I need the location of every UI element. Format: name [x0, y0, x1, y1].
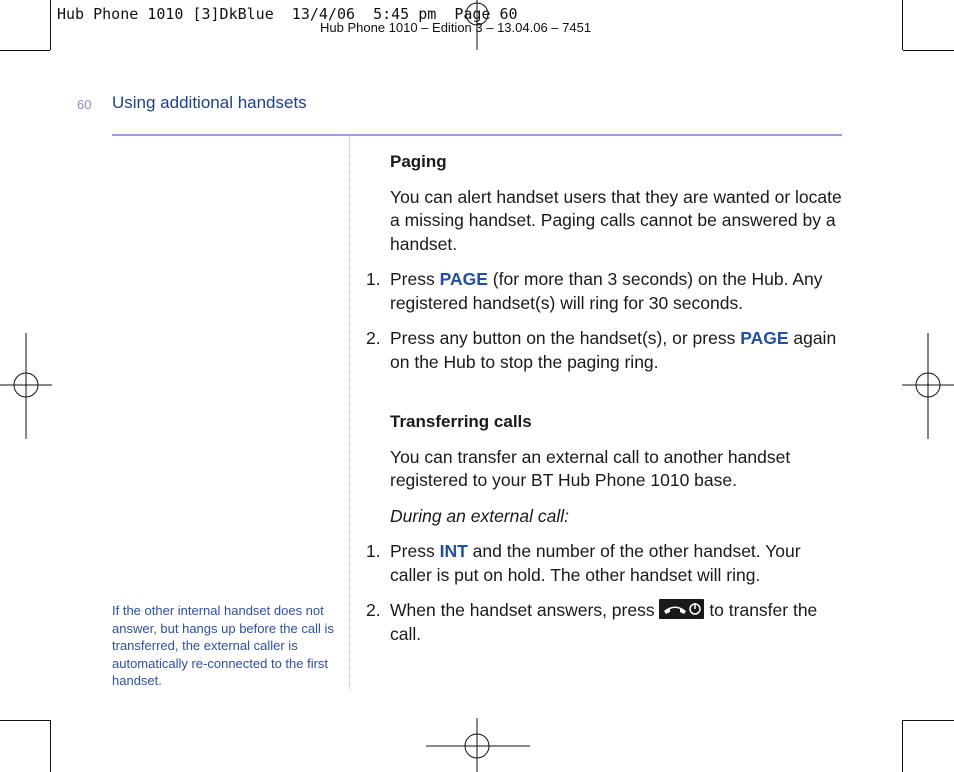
registration-mark-bottom-icon: [426, 718, 530, 772]
step-text: Press any button on the handset(s), or press: [390, 328, 741, 348]
step-number: 2.: [366, 328, 381, 348]
paging-step-1: [366, 268, 842, 315]
paging-intro: You can alert handset users that they are wanted or locate a missing handset. Paging calls cannot be answered by a handset.: [390, 186, 842, 254]
side-note: If the other internal handset does not answer, but hangs up before the call is transferred, the external caller is automatically re-connected to the first handset.: [112, 603, 334, 688]
print-slug: Hub Phone 1010 [3]DkBlue 13/4/06 5:45 pm Page 60: [57, 5, 518, 23]
page-number: 60: [77, 97, 92, 112]
end-call-power-icon: [659, 599, 704, 619]
main-column: [366, 150, 842, 658]
step-text: Press: [390, 541, 440, 561]
step-text: again on the Hub to stop the paging ring.: [390, 328, 837, 372]
step-text: to transfer the call.: [390, 600, 818, 644]
section-title: Using additional handsets: [112, 93, 307, 112]
paging-heading: Paging: [390, 152, 447, 171]
section-gap: [366, 386, 842, 410]
crop-mark-bottom-left-v: [50, 720, 51, 772]
step-text: and the number of the other handset. Your caller is put on hold. The other handset will ring.: [390, 541, 801, 585]
page-key-label: PAGE: [439, 269, 488, 289]
step-number: 1.: [366, 541, 381, 561]
transferring-condition: During an external call:: [390, 505, 569, 526]
crop-mark-bottom-left-h: [0, 720, 50, 721]
step-text: (for more than 3 seconds) on the Hub. Any registered handset(s) will ring for 30 seconds.: [390, 269, 823, 313]
step-number: 2.: [366, 600, 381, 620]
column-divider: [349, 137, 350, 690]
step-text: When the handset answers, press: [390, 600, 660, 620]
step-number: 1.: [366, 269, 381, 289]
crop-mark-top-left-h: [0, 50, 50, 51]
crop-mark-top-right-v: [902, 0, 903, 50]
header-rule: [112, 134, 842, 136]
transfer-step-1: [366, 540, 842, 587]
crop-mark-bottom-right-h: [903, 720, 954, 721]
transferring-heading: Transferring calls: [390, 412, 532, 431]
step-text: Press: [390, 269, 440, 289]
registration-mark-top-icon: [440, 0, 514, 50]
crop-mark-top-left-v: [50, 0, 51, 50]
page-key-label: PAGE: [740, 328, 789, 348]
registration-mark-right-icon: [902, 333, 954, 439]
paging-step-2: [366, 327, 842, 374]
registration-mark-left-icon: [0, 333, 52, 439]
edition-slug: Hub Phone 1010 – Edition 3 – 13.04.06 – 7451: [320, 20, 592, 32]
crop-mark-bottom-right-v: [902, 720, 903, 772]
transfer-step-2: [366, 599, 842, 646]
int-key-label: INT: [439, 541, 468, 561]
transferring-intro: You can transfer an external call to another handset registered to your BT Hub Phone 1010 base.: [390, 446, 791, 490]
crop-mark-top-right-h: [903, 50, 954, 51]
